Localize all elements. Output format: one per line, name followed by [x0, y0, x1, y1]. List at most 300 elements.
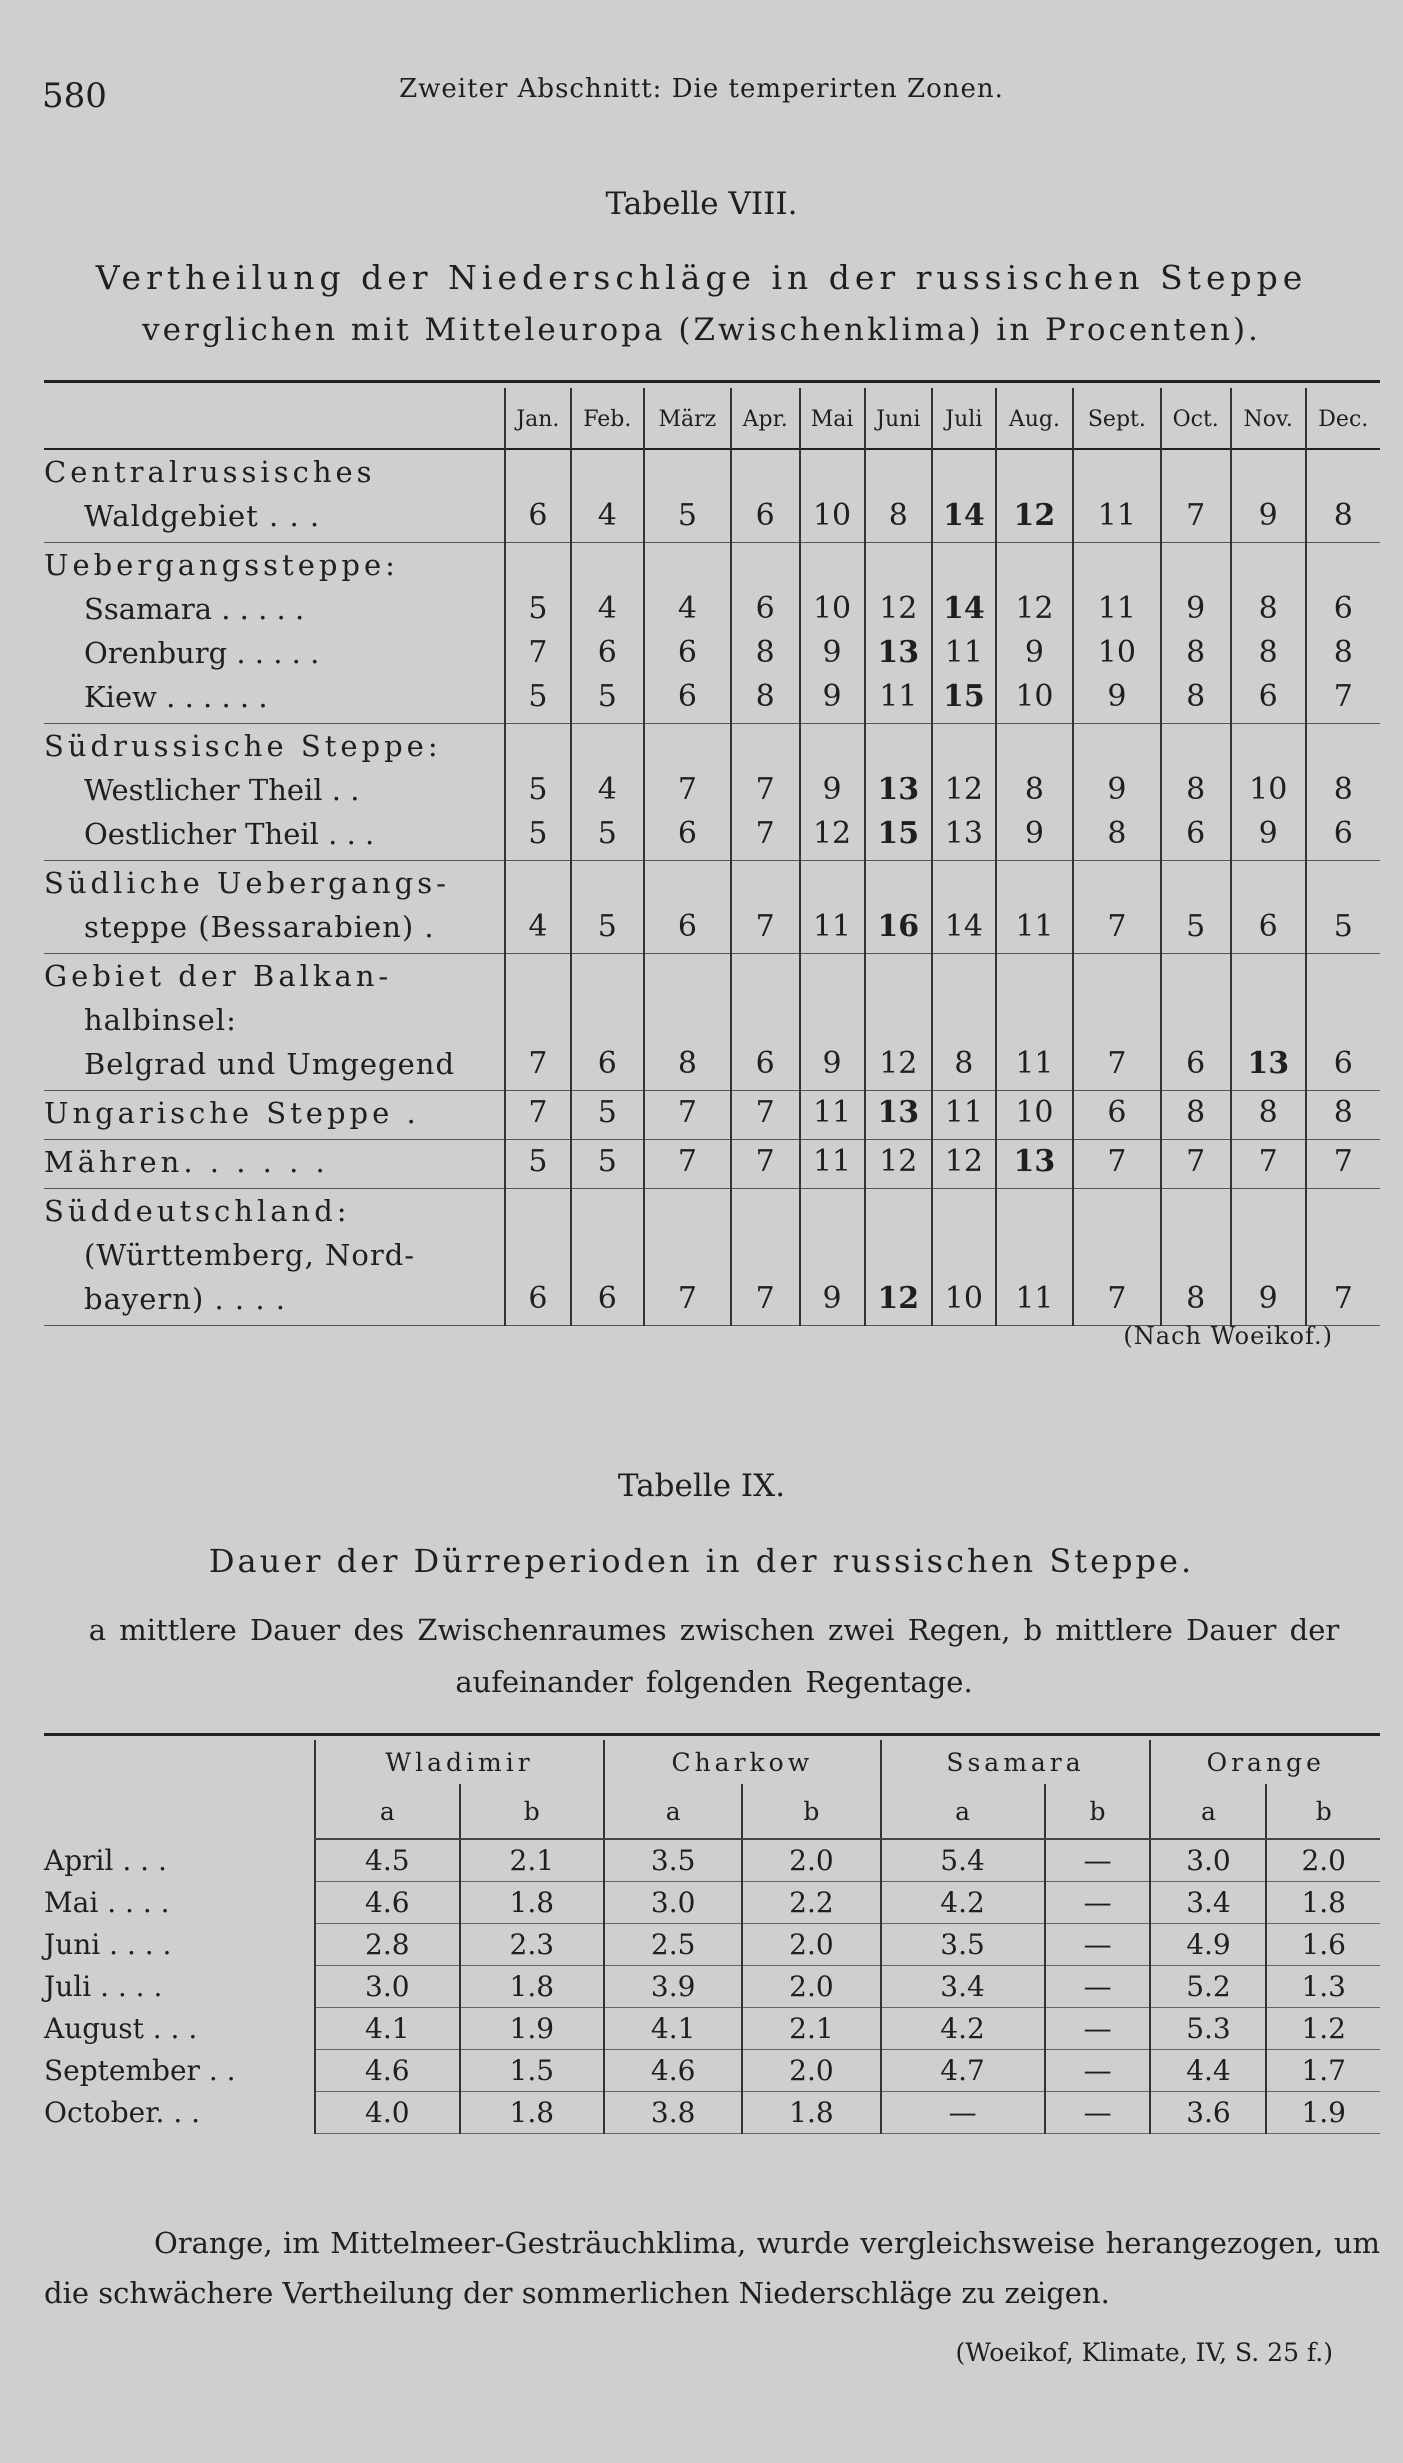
duration-value: 3.5	[881, 1924, 1045, 1966]
table8-corner	[44, 388, 505, 450]
value: 5	[597, 1144, 617, 1179]
value: 6	[1186, 1046, 1206, 1081]
value-cell	[1306, 954, 1380, 1091]
value-cell	[932, 861, 996, 954]
value: 9	[822, 679, 842, 714]
duration-value: 1.9	[460, 2008, 605, 2050]
value-cell	[505, 543, 571, 724]
duration-value: 2.8	[315, 1924, 460, 1966]
value: 6	[528, 1281, 548, 1316]
table9-source: (Woeikof, Klimate, IV, S. 25 f.)	[955, 2338, 1333, 2367]
table9-note: Orange, im Mittelmeer-Gesträuchklima, wurde vergleichsweise herangezogen, um die schwächere Vertheilung der sommerlichen Niederschläge zu zeigen.	[44, 2226, 1380, 2310]
value-cell	[996, 1189, 1073, 1326]
value-cell	[1161, 543, 1231, 724]
duration-value: 1.8	[460, 2092, 605, 2134]
value: 7	[1107, 1281, 1127, 1316]
value: 11	[812, 909, 852, 944]
value-cell	[932, 1091, 996, 1140]
value: 13	[877, 1095, 920, 1130]
value-cell	[996, 724, 1073, 861]
table8-row	[44, 954, 1380, 1091]
duration-value: 4.6	[604, 2050, 742, 2092]
table8-title-line1: Vertheilung der Niederschläge in der russischen Steppe	[95, 258, 1308, 297]
duration-value: 3.0	[1150, 1839, 1266, 1882]
month-label: October. . .	[44, 2096, 201, 2129]
region-label-line: Orenburg . . . . .	[84, 636, 320, 670]
month-header: Apr.	[731, 388, 800, 450]
sub-b-header: b	[1045, 1784, 1151, 1839]
value: 9	[1024, 816, 1044, 851]
table8-row	[44, 1140, 1380, 1189]
value: 11	[879, 679, 918, 714]
region-label	[44, 1091, 505, 1140]
value: 8	[1333, 635, 1353, 670]
value-cell	[932, 954, 996, 1091]
value: 7	[755, 772, 775, 807]
running-title: Zweiter Abschnitt: Die temperirten Zonen.	[399, 74, 1004, 104]
duration-value: 1.7	[1266, 2050, 1380, 2092]
table8-header-row	[44, 388, 1380, 450]
value-cell	[731, 450, 800, 543]
duration-value: —	[1045, 2050, 1151, 2092]
value-cell	[932, 724, 996, 861]
month-label: Juni . . . .	[44, 1928, 172, 1961]
value-cell	[1231, 1189, 1306, 1326]
value-cell	[505, 1091, 571, 1140]
region-label-line: Südliche Uebergangs-	[44, 866, 450, 900]
value: 14	[942, 591, 985, 626]
value: 7	[1107, 1046, 1127, 1081]
value: 6	[1333, 1046, 1353, 1081]
region-label	[44, 450, 505, 543]
value: 5	[597, 909, 617, 944]
value: 5	[597, 679, 617, 714]
table9-row	[44, 2008, 1380, 2050]
duration-value: 2.0	[742, 1839, 880, 1882]
value: 7	[755, 1281, 775, 1316]
value: 5	[528, 772, 548, 807]
value-cell	[1231, 954, 1306, 1091]
duration-value: —	[1045, 2092, 1151, 2134]
sub-b-header: b	[742, 1784, 880, 1839]
month-label: Mai . . . .	[44, 1886, 170, 1919]
value-cell	[932, 543, 996, 724]
station-header: Ssamara	[881, 1740, 1151, 1784]
value-cell	[505, 954, 571, 1091]
value: 6	[597, 1046, 617, 1081]
value: 6	[1333, 816, 1353, 851]
duration-value: 2.2	[742, 1882, 880, 1924]
value: 13	[877, 635, 920, 670]
duration-value: 4.4	[1150, 2050, 1266, 2092]
value-cell	[1073, 954, 1160, 1091]
value: 7	[528, 1095, 548, 1130]
month-header: Juni	[865, 388, 932, 450]
month-header: März	[644, 388, 731, 450]
value: 9	[1024, 635, 1044, 670]
value-cell	[865, 543, 932, 724]
value-cell	[865, 1140, 932, 1189]
value-cell	[571, 724, 644, 861]
value: 12	[877, 1281, 920, 1316]
value: 7	[1333, 1144, 1353, 1179]
table9-row	[44, 1882, 1380, 1924]
month-header: Nov.	[1231, 388, 1306, 450]
duration-value: —	[1045, 1966, 1151, 2008]
region-label	[44, 954, 505, 1091]
value-cell	[1231, 1140, 1306, 1189]
table8-source: (Nach Woeikof.)	[1123, 1322, 1333, 1350]
value: 15	[942, 679, 985, 714]
value-cell	[800, 1091, 865, 1140]
table9-top-rule	[44, 1733, 1380, 1736]
duration-value: —	[881, 2092, 1045, 2134]
duration-value: 4.0	[315, 2092, 460, 2134]
value: 4	[677, 591, 697, 626]
value: 10	[1097, 635, 1136, 670]
value: 11	[1097, 591, 1136, 626]
value: 7	[755, 816, 775, 851]
duration-value: 2.0	[1266, 1839, 1380, 1882]
value: 8	[1258, 635, 1278, 670]
value-cell	[1231, 1091, 1306, 1140]
value-cell	[571, 1091, 644, 1140]
value-cell	[644, 450, 731, 543]
value-cell	[996, 543, 1073, 724]
station-header: Orange	[1150, 1740, 1380, 1784]
region-label-line: bayern) . . . .	[84, 1282, 286, 1316]
region-label-line: Süddeutschland:	[44, 1194, 351, 1228]
value-cell	[505, 450, 571, 543]
value: 6	[528, 498, 548, 533]
region-label	[44, 861, 505, 954]
value-cell	[731, 1189, 800, 1326]
duration-value: 3.0	[604, 1882, 742, 1924]
value-cell	[1073, 861, 1160, 954]
value-cell	[865, 450, 932, 543]
value: 8	[1186, 679, 1206, 714]
value: 13	[1013, 1144, 1056, 1179]
value: 5	[597, 816, 617, 851]
duration-value: —	[1045, 1839, 1151, 1882]
value-cell	[1073, 724, 1160, 861]
duration-value: 4.9	[1150, 1924, 1266, 1966]
table9-title: Dauer der Dürreperioden in der russischen Steppe.	[208, 1542, 1195, 1580]
table8-body	[44, 450, 1380, 1326]
value-cell	[571, 1140, 644, 1189]
sub-a-header: a	[881, 1784, 1045, 1839]
duration-value: 5.3	[1150, 2008, 1266, 2050]
duration-value: 2.0	[742, 1966, 880, 2008]
value: 7	[1258, 1144, 1278, 1179]
table8-row	[44, 861, 1380, 954]
value: 5	[677, 498, 697, 533]
value-cell	[800, 450, 865, 543]
value-cell	[865, 724, 932, 861]
value: 7	[677, 1281, 697, 1316]
duration-value: 4.7	[881, 2050, 1045, 2092]
duration-value: 5.2	[1150, 1966, 1266, 2008]
value: 6	[677, 679, 697, 714]
value: 6	[1258, 909, 1278, 944]
duration-value: 1.3	[1266, 1966, 1380, 2008]
region-label	[44, 1189, 505, 1326]
value: 11	[1097, 498, 1136, 533]
value: 11	[812, 1144, 852, 1179]
value-cell	[1161, 1140, 1231, 1189]
value: 13	[944, 816, 983, 851]
value-cell	[1161, 450, 1231, 543]
duration-value: 1.5	[460, 2050, 605, 2092]
value-cell	[644, 1140, 731, 1189]
value: 10	[944, 1281, 983, 1316]
value: 8	[755, 679, 775, 714]
month-header: Dec.	[1306, 388, 1380, 450]
duration-value: 4.5	[315, 1839, 460, 1882]
duration-value: 1.8	[1266, 1882, 1380, 1924]
region-label-line: Centralrussisches	[44, 455, 376, 489]
value-cell	[865, 1091, 932, 1140]
table8-row	[44, 724, 1380, 861]
value-cell	[800, 1140, 865, 1189]
value: 8	[954, 1046, 974, 1081]
value: 7	[1186, 1144, 1206, 1179]
region-label	[44, 724, 505, 861]
duration-value: 4.6	[315, 2050, 460, 2092]
value: 11	[1015, 1281, 1054, 1316]
value: 12	[879, 591, 918, 626]
value: 5	[528, 816, 548, 851]
value: 9	[1258, 1281, 1278, 1316]
value: 9	[1107, 679, 1127, 714]
value-cell	[800, 543, 865, 724]
region-label-line: Uebergangssteppe:	[44, 548, 399, 582]
value: 8	[1258, 591, 1278, 626]
value: 8	[1333, 498, 1353, 533]
duration-value: 2.1	[460, 1839, 605, 1882]
sub-a-header: a	[1150, 1784, 1266, 1839]
table8-row	[44, 1091, 1380, 1140]
value: 7	[1107, 909, 1127, 944]
value-cell	[644, 1189, 731, 1326]
value-cell	[644, 954, 731, 1091]
value: 6	[755, 1046, 775, 1081]
value-cell	[571, 954, 644, 1091]
month-header: Feb.	[571, 388, 644, 450]
table9-subtitle: a mittlere Dauer des Zwischenraumes zwischen zwei Regen, b mittlere Dauer der aufeinander folgenden Regentage.	[88, 1613, 1340, 1699]
value: 4	[597, 772, 617, 807]
month-header: Aug.	[996, 388, 1073, 450]
value: 8	[755, 635, 775, 670]
duration-value: —	[1045, 1882, 1151, 1924]
value: 7	[755, 1095, 775, 1130]
value-cell	[1073, 450, 1160, 543]
month-header: Juli	[932, 388, 996, 450]
value-cell	[571, 543, 644, 724]
value: 8	[1186, 772, 1206, 807]
region-label-line: Ungarische Steppe .	[44, 1096, 420, 1130]
duration-value: 3.5	[604, 1839, 742, 1882]
value: 7	[1186, 498, 1206, 533]
value: 11	[944, 1095, 983, 1130]
duration-value: 2.0	[742, 1924, 880, 1966]
value: 8	[1024, 772, 1044, 807]
table8-row	[44, 1189, 1380, 1326]
table8-row	[44, 543, 1380, 724]
value-cell	[1231, 450, 1306, 543]
value: 15	[877, 816, 920, 851]
value: 12	[1013, 498, 1056, 533]
value-cell	[505, 861, 571, 954]
table9-body	[44, 1839, 1380, 2134]
duration-value: 1.6	[1266, 1924, 1380, 1966]
duration-value: 2.0	[742, 2050, 880, 2092]
value: 6	[755, 498, 775, 533]
value-cell	[800, 1189, 865, 1326]
value: 13	[1247, 1046, 1290, 1081]
value-cell	[644, 724, 731, 861]
value: 8	[1186, 635, 1206, 670]
value: 7	[528, 635, 548, 670]
value: 9	[1186, 591, 1206, 626]
value-cell	[731, 1140, 800, 1189]
value: 8	[1186, 1281, 1206, 1316]
duration-value: 3.0	[315, 1966, 460, 2008]
value-cell	[1231, 543, 1306, 724]
value-cell	[932, 1140, 996, 1189]
value-cell	[865, 1189, 932, 1326]
value: 8	[1333, 772, 1353, 807]
value-cell	[800, 861, 865, 954]
value-cell	[1306, 861, 1380, 954]
duration-value: 3.4	[1150, 1882, 1266, 1924]
region-label	[44, 543, 505, 724]
value: 11	[812, 1095, 852, 1130]
value-cell	[731, 543, 800, 724]
value-cell	[1073, 543, 1160, 724]
value: 5	[528, 679, 548, 714]
value: 7	[677, 1144, 697, 1179]
value-cell	[1161, 724, 1231, 861]
table8	[44, 388, 1380, 1326]
month-header: Oct.	[1161, 388, 1231, 450]
value: 6	[597, 1281, 617, 1316]
table9	[44, 1740, 1380, 2134]
value: 4	[597, 498, 617, 533]
value: 5	[597, 1095, 617, 1130]
value: 8	[1107, 816, 1127, 851]
value: 9	[1258, 498, 1278, 533]
table9-label: Tabelle IX.	[617, 1468, 786, 1504]
value: 6	[597, 635, 617, 670]
value: 5	[1333, 909, 1353, 944]
station-header: Charkow	[604, 1740, 880, 1784]
value: 10	[1015, 1095, 1054, 1130]
value-cell	[1306, 543, 1380, 724]
value: 8	[677, 1046, 697, 1081]
value: 5	[528, 591, 548, 626]
value: 11	[944, 635, 983, 670]
value-cell	[731, 861, 800, 954]
table9-row	[44, 1839, 1380, 1882]
value-cell	[1161, 1189, 1231, 1326]
value-cell	[932, 450, 996, 543]
region-label-line: Gebiet der Balkan-	[44, 959, 393, 993]
month-label: August . . .	[44, 2012, 198, 2045]
value-cell	[996, 1140, 1073, 1189]
region-label-line: Mähren. . . . . .	[44, 1145, 329, 1179]
region-label-line: halbinsel:	[84, 1003, 237, 1037]
value-cell	[644, 1091, 731, 1140]
value: 5	[1186, 909, 1206, 944]
duration-value: 4.6	[315, 1882, 460, 1924]
table8-top-rule	[44, 380, 1380, 383]
value: 5	[528, 1144, 548, 1179]
value: 10	[1249, 772, 1288, 807]
value-cell	[932, 1189, 996, 1326]
value-cell	[505, 1140, 571, 1189]
value: 10	[812, 591, 852, 626]
value: 10	[812, 498, 852, 533]
value: 7	[755, 909, 775, 944]
table9-corner	[44, 1740, 315, 1839]
value-cell	[571, 450, 644, 543]
duration-value: 1.8	[742, 2092, 880, 2134]
duration-value: —	[1045, 1924, 1151, 1966]
page-number: 580	[42, 76, 107, 116]
duration-value: 4.1	[604, 2008, 742, 2050]
month-header: Mai	[800, 388, 865, 450]
value-cell	[800, 724, 865, 861]
duration-value: 3.6	[1150, 2092, 1266, 2134]
duration-value: 2.3	[460, 1924, 605, 1966]
value: 9	[822, 772, 842, 807]
value: 10	[1015, 679, 1054, 714]
value-cell	[865, 861, 932, 954]
value-cell	[1306, 1140, 1380, 1189]
value-cell	[731, 1091, 800, 1140]
table9-station-row	[44, 1740, 1380, 1784]
value: 7	[1333, 1281, 1353, 1316]
value: 7	[755, 1144, 775, 1179]
table8-row	[44, 450, 1380, 543]
duration-value: 5.4	[881, 1839, 1045, 1882]
value: 9	[1258, 816, 1278, 851]
value-cell	[800, 954, 865, 1091]
value: 9	[1107, 772, 1127, 807]
value: 12	[944, 1144, 983, 1179]
value-cell	[1306, 724, 1380, 861]
value: 6	[1186, 816, 1206, 851]
sub-a-header: a	[604, 1784, 742, 1839]
region-label-line: Belgrad und Umgegend	[84, 1047, 456, 1081]
month-label: April . . .	[44, 1843, 167, 1877]
value-cell	[1161, 954, 1231, 1091]
value: 12	[879, 1144, 918, 1179]
value-cell	[731, 724, 800, 861]
value: 11	[1015, 909, 1054, 944]
table9-row	[44, 2092, 1380, 2134]
value: 9	[822, 1046, 842, 1081]
value: 8	[1186, 1095, 1206, 1130]
value: 8	[1258, 1095, 1278, 1130]
duration-value: 1.2	[1266, 2008, 1380, 2050]
value: 8	[888, 498, 908, 533]
value-cell	[996, 954, 1073, 1091]
value: 6	[677, 909, 697, 944]
duration-value: 1.9	[1266, 2092, 1380, 2134]
value: 12	[879, 1046, 918, 1081]
